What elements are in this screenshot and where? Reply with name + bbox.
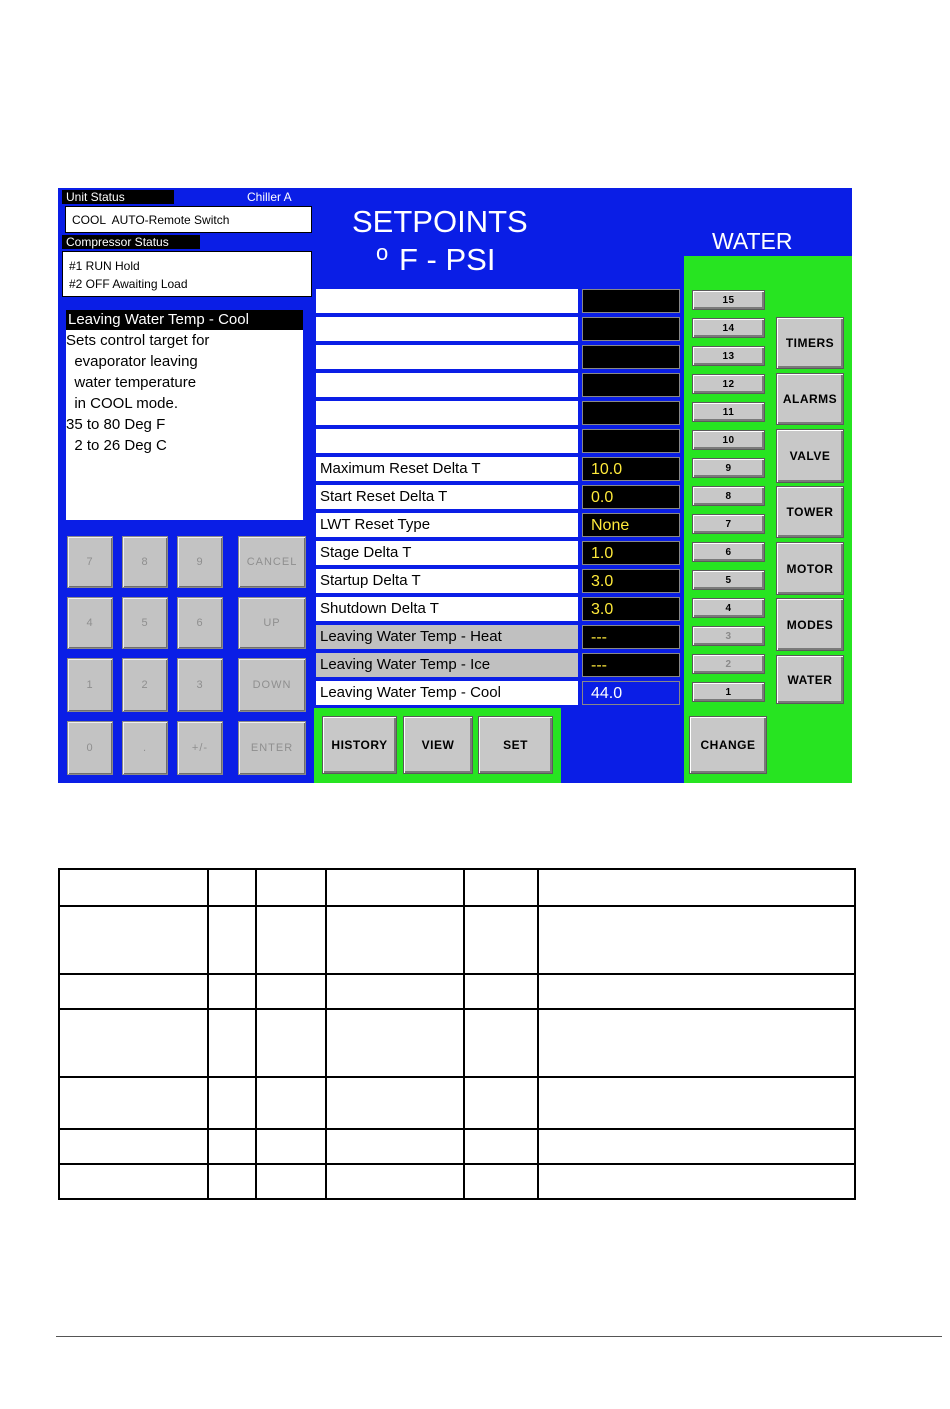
setpoint-table [58, 868, 856, 1200]
page-button-8[interactable]: 8 [692, 486, 765, 506]
table-cell [59, 869, 208, 906]
table-cell [256, 1077, 327, 1129]
change-button[interactable]: CHANGE [689, 716, 767, 774]
key-2[interactable]: 2 [122, 658, 168, 712]
page-title: SETPOINTS [352, 204, 528, 239]
setpoint-label-10[interactable] [316, 429, 578, 453]
enter-key[interactable]: ENTER [238, 721, 306, 775]
table-cell [464, 1077, 538, 1129]
table-cell [464, 974, 538, 1009]
setpoint-label-2[interactable]: Leaving Water Temp - Ice [316, 653, 578, 677]
setpoint-value-14 [582, 317, 680, 341]
setpoint-value-6: 1.0 [582, 541, 680, 565]
table-cell [256, 906, 327, 974]
setpoint-value-11 [582, 401, 680, 425]
set-button[interactable]: SET [478, 716, 553, 774]
table-row [59, 1164, 855, 1199]
table-cell [464, 906, 538, 974]
alarms-button[interactable]: ALARMS [776, 373, 844, 425]
page-button-10[interactable]: 10 [692, 430, 765, 450]
help-box [66, 310, 303, 520]
view-button[interactable]: VIEW [403, 716, 473, 774]
key-9[interactable]: 9 [177, 536, 223, 588]
table-cell [464, 1129, 538, 1164]
setpoint-value-5: 3.0 [582, 569, 680, 593]
help-heading: Leaving Water Temp - Cool [66, 310, 303, 330]
table-cell [464, 1164, 538, 1199]
chiller-setpoint-screen [58, 188, 852, 783]
help-line: 2 to 26 Deg C [66, 437, 167, 454]
setpoint-label-4[interactable]: Shutdown Delta T [316, 597, 578, 621]
table-cell [208, 1164, 256, 1199]
table-cell [464, 1009, 538, 1077]
page-button-15[interactable]: 15 [692, 290, 765, 310]
table-cell [326, 1164, 464, 1199]
key-0[interactable]: 0 [67, 721, 113, 775]
help-line: evaporator leaving [66, 353, 198, 370]
table-cell [208, 869, 256, 906]
setpoint-label-15[interactable] [316, 289, 578, 313]
page-button-1[interactable]: 1 [692, 682, 765, 702]
table-cell [59, 1129, 208, 1164]
table-cell [59, 1009, 208, 1077]
page-button-11[interactable]: 11 [692, 402, 765, 422]
setpoint-value-4: 3.0 [582, 597, 680, 621]
table-cell [256, 1009, 327, 1077]
page-button-3[interactable]: 3 [692, 626, 765, 646]
table-cell [538, 974, 855, 1009]
key-plus-minus[interactable]: +/- [177, 721, 223, 775]
table-cell [464, 869, 538, 906]
setpoint-value-12 [582, 373, 680, 397]
help-line: in COOL mode. [66, 395, 178, 412]
unit-status-label: Unit Status [62, 190, 174, 204]
table-row [59, 1009, 855, 1077]
compressor-status-box [62, 251, 312, 297]
page-button-4[interactable]: 4 [692, 598, 765, 618]
table-cell [208, 1129, 256, 1164]
setpoint-label-11[interactable] [316, 401, 578, 425]
setpoint-value-1: 44.0 [582, 681, 680, 705]
table-cell [256, 974, 327, 1009]
compressor-line-2: #2 OFF Awaiting Load [69, 277, 188, 291]
page-button-5[interactable]: 5 [692, 570, 765, 590]
table-cell [538, 1077, 855, 1129]
valve-button[interactable]: VALVE [776, 429, 844, 483]
table-cell [59, 1077, 208, 1129]
table-cell [326, 1009, 464, 1077]
table-row [59, 974, 855, 1009]
unit-status-value: COOL AUTO-Remote Switch [72, 213, 230, 227]
table-cell [208, 1009, 256, 1077]
page-button-2[interactable]: 2 [692, 654, 765, 674]
table-cell [208, 974, 256, 1009]
footer-rule [56, 1336, 942, 1337]
setpoint-label-5[interactable]: Startup Delta T [316, 569, 578, 593]
table-cell [538, 869, 855, 906]
setpoint-value-9: 10.0 [582, 457, 680, 481]
setpoint-value-7: None [582, 513, 680, 537]
compressor-status-label: Compressor Status [62, 235, 200, 249]
setpoint-value-10 [582, 429, 680, 453]
key-7[interactable]: 7 [67, 536, 113, 588]
table-cell [538, 1129, 855, 1164]
key-4[interactable]: 4 [67, 597, 113, 649]
page-button-14[interactable]: 14 [692, 318, 765, 338]
table-cell [326, 906, 464, 974]
table-cell [208, 906, 256, 974]
table-cell [208, 1077, 256, 1129]
compressor-line-1: #1 RUN Hold [69, 259, 140, 273]
key-1[interactable]: 1 [67, 658, 113, 712]
table-cell [538, 1009, 855, 1077]
page-button-7[interactable]: 7 [692, 514, 765, 534]
help-line: water temperature [66, 374, 197, 391]
key-3[interactable]: 3 [177, 658, 223, 712]
key-5[interactable]: 5 [122, 597, 168, 649]
setpoint-value-15 [582, 289, 680, 313]
setpoint-label-8[interactable]: Start Reset Delta T [316, 485, 578, 509]
setpoint-value-3: --- [582, 625, 680, 649]
key-8[interactable]: 8 [122, 536, 168, 588]
units-label: F - PSI [399, 242, 496, 277]
table-cell [256, 1129, 327, 1164]
page-button-13[interactable]: 13 [692, 346, 765, 366]
setpoint-label-9[interactable]: Maximum Reset Delta T [316, 457, 578, 481]
history-button[interactable]: HISTORY [322, 716, 397, 774]
section-title: WATER [712, 228, 793, 254]
cancel-key[interactable]: CANCEL [238, 536, 306, 588]
motor-button[interactable]: MOTOR [776, 542, 844, 595]
modes-button[interactable]: MODES [776, 598, 844, 651]
table-row [59, 1077, 855, 1129]
table-cell [59, 906, 208, 974]
table-cell [256, 1164, 327, 1199]
table-cell [538, 1164, 855, 1199]
page-button-6[interactable]: 6 [692, 542, 765, 562]
timers-button[interactable]: TIMERS [776, 317, 844, 369]
setpoint-label-13[interactable] [316, 345, 578, 369]
page-button-12[interactable]: 12 [692, 374, 765, 394]
help-line: 35 to 80 Deg F [66, 416, 166, 433]
unit-status-box [65, 206, 312, 233]
table-row [59, 869, 855, 906]
setpoint-label-14[interactable] [316, 317, 578, 341]
table-row [59, 906, 855, 974]
setpoint-label-12[interactable] [316, 373, 578, 397]
table-row [59, 1129, 855, 1164]
key-decimal[interactable]: . [122, 721, 168, 775]
down-key[interactable]: DOWN [238, 658, 306, 712]
chiller-name: Chiller A [247, 190, 292, 204]
help-line: Sets control target for [66, 332, 210, 349]
table-cell [326, 974, 464, 1009]
table-cell [326, 869, 464, 906]
setpoint-label-3[interactable]: Leaving Water Temp - Heat [316, 625, 578, 649]
table-cell [326, 1077, 464, 1129]
setpoint-value-2: --- [582, 653, 680, 677]
degree-symbol: o [376, 240, 389, 265]
table-cell [326, 1129, 464, 1164]
setpoint-label-1[interactable]: Leaving Water Temp - Cool [316, 681, 578, 705]
up-key[interactable]: UP [238, 597, 306, 649]
setpoint-value-8: 0.0 [582, 485, 680, 509]
water-button[interactable]: WATER [776, 655, 844, 704]
table-cell [256, 869, 327, 906]
setpoint-label-6[interactable]: Stage Delta T [316, 541, 578, 565]
table-cell [59, 1164, 208, 1199]
key-6[interactable]: 6 [177, 597, 223, 649]
page-button-9[interactable]: 9 [692, 458, 765, 478]
table-cell [59, 974, 208, 1009]
setpoint-label-7[interactable]: LWT Reset Type [316, 513, 578, 537]
table-cell [538, 906, 855, 974]
tower-button[interactable]: TOWER [776, 486, 844, 538]
setpoint-value-13 [582, 345, 680, 369]
